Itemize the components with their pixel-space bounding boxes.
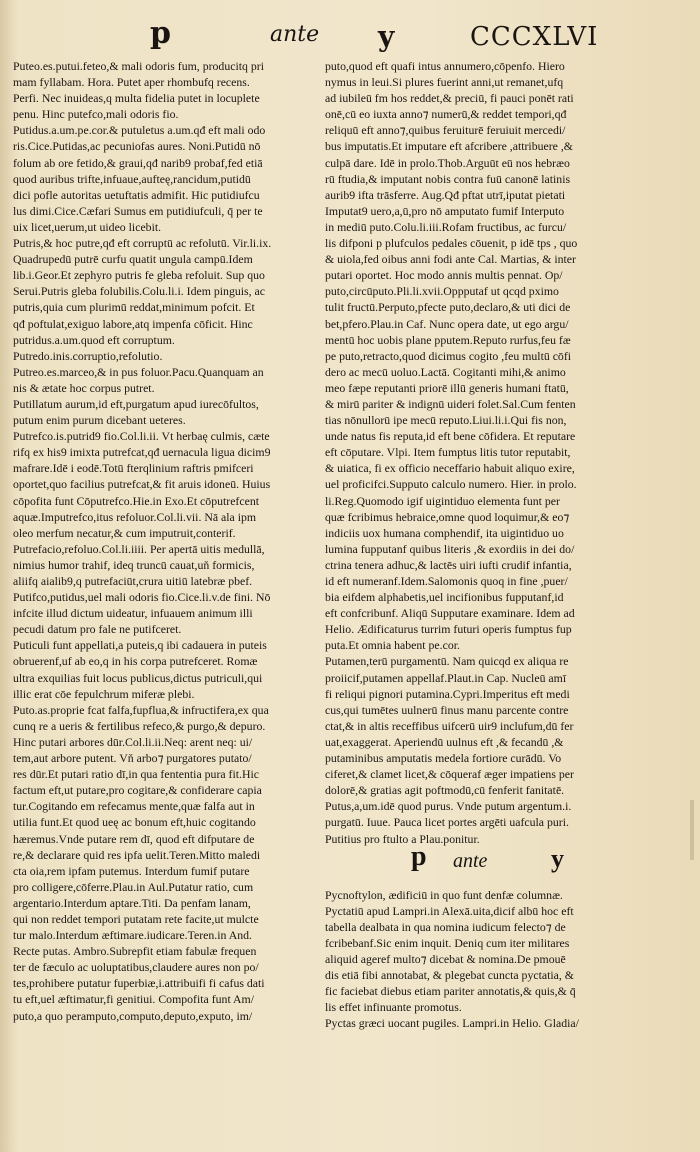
text-line: onē,cū eo iuxta anno⁊ numerū,& reddet tempori,qđ xyxy=(325,107,567,122)
text-line: reliquū eft anno⁊,quibus feruiturē feruiuit mercedi/ xyxy=(325,123,566,138)
text-line: & uiola,fed oibus anni fodi ante Cal. Martias, & inter xyxy=(325,252,576,267)
text-line: bia eifdem alphabetis,uel incifionibus fupputanf,id xyxy=(325,590,564,605)
text-line: Pyctatiū apud Lampri.in Alexā.uita,dicif albū hoc eft xyxy=(325,903,574,918)
text-line: Putillatum aurum,id eft,purgatum apud iurecōfultos, xyxy=(13,396,259,411)
text-line: tias nōnullorū ipe mecū reputo.Liui.li.i.Qui fis non, xyxy=(325,413,567,428)
text-line: Putidus.a.um.pe.cor.& putuletus a.um.qđ eft mali odo xyxy=(13,123,266,138)
text-line: id eft numeranf.Idem.Salomonis quoq in fine ,puer/ xyxy=(325,574,568,588)
text-line: purgatū. Iuue. Pauca licet portes argēti uafcula puri. xyxy=(325,815,569,830)
text-line: eft confcribunf. Aliqū Supputare examinare. Idem ad xyxy=(325,606,575,621)
text-line: Quadrupedū putrē curfu quatit ungula campū.Idem xyxy=(13,252,253,267)
text-line: re,& declarare quid res ipfa uelit.Teren.Mitto maledi xyxy=(13,847,261,862)
text-line: ctrina tenera adhuc,& lactēs uiri iufti crudif infantia, xyxy=(325,557,572,572)
text-line: Puteo.es.putui.feteo,& mali odoris fum, producitq pri xyxy=(13,59,264,73)
text-line: Serui.Putris gleba folubilis.Colu.li.i. Idem pinguis, ac xyxy=(13,284,265,299)
text-line: cōpofita funt Cōputrefco.Hie.in Exo.Et cōputrefcent xyxy=(13,493,260,508)
text-line: argentario.Interdum aptare.Titi. Da penfam lanam, xyxy=(13,895,251,910)
text-line: meo fæpe reputanti priorē illū generis humani ftatū, xyxy=(325,380,569,395)
text-line: pecudi datum pro fale ne putifceret. xyxy=(13,622,182,637)
text-line: aliquid ageref multo⁊ dicebat & nomina.De pmouē xyxy=(325,951,566,966)
text-line: ter de fæculo ac uoluptatibus,claudere aures non po/ xyxy=(13,960,259,975)
right-column-top xyxy=(325,58,643,847)
text-line: ad iubileū fm hos reddet,& preciū, fi pauci ponēt rati xyxy=(325,91,574,106)
text-line: Perfi. Nec inuideas,q multa fidelia putet in locuplete xyxy=(13,91,260,106)
text-line: aliifq aialib9,q putrefaciūt,crura uitiū latebræ pbef. xyxy=(13,574,253,588)
text-line: qui non reddet tempori putatam rete facite,ut mulcte xyxy=(13,911,259,926)
text-line: Putamen,terū purgamentū. Nam quicqd ex aliqua re xyxy=(325,654,569,669)
text-line: Putrefacio,refoluo.Col.li.iiii. Per apertā uitis medullā, xyxy=(13,541,265,556)
text-line: obruerenf,uf ab eo,q in his corpa putrefceret. Romæ xyxy=(13,654,258,669)
text-line: indiciis uox humana comphendif, ita uigintiduo uo xyxy=(325,525,564,540)
text-line: unde natus fis reputa,id eft bene cōfidera. Et reputare xyxy=(325,429,576,444)
text-line: tabella dealbata in qua nomina iudicum felecto⁊ de xyxy=(325,919,566,934)
left-column xyxy=(13,58,313,1024)
right-column-bottom xyxy=(325,887,643,1032)
text-line: factum eft,ut putare,pro cogitare,& confiderare capia xyxy=(13,783,262,798)
text-line: putari oportet. Hoc modo annis multis pennat. Op/ xyxy=(325,268,563,283)
text-line: fcribebanf.Sic enim inquit. Deniq cum iter militares xyxy=(325,935,570,950)
text-line: tem,aut arbore putent. Vň arbo⁊ purgatores putato/ xyxy=(13,751,252,766)
text-line: bet,pfero.Plau.in Caf. Nunc opera date, ut ego argu/ xyxy=(325,316,569,331)
text-line: putridus.a.um.quod eft corruptum. xyxy=(13,332,175,347)
text-line: cta oia,rem ipfam putemus. Interdum fumif putare xyxy=(13,863,250,878)
text-line: aquæ.Imputrefco,itus refoluor.Col.li.vii. Nā ala ipm xyxy=(13,509,257,524)
text-line: dero ac mecū uoluo.Lactā. Cogitanti mihi,& animo xyxy=(325,364,566,379)
text-line: ris.Cice.Putidas,ac pecuniofas aures. Noni.Putidū nō xyxy=(13,139,261,154)
text-line: uel proficifci.Supputo calculo numero. Hier. in prolo. xyxy=(325,477,577,492)
text-line: puto,circūputo.Pli.li.xvii.Oppputaf ut qcqd pximo xyxy=(325,284,559,299)
text-line: Imputat9 uero,a,ū,pro nō amputato fumif Interputo xyxy=(325,203,565,218)
text-line: tes,prohibere putatur fuperbiæ,i.attribuifi fi cafus dati xyxy=(13,976,265,991)
text-line: Puticuli funt appellati,a puteis,q ibi cadauera in puteis xyxy=(13,638,267,653)
text-line: Helio. Ædificaturus turrim futuri operis fumptus fup xyxy=(325,622,572,637)
text-line: Putus,a,um.idē quod purus. Vnde putum argentum.i. xyxy=(325,799,572,814)
text-line: tulit fructū.Perputo,pfecte puto,declaro,& uti dici de xyxy=(325,300,571,315)
text-line: putris,quia cum plurimū reddat,minimum pofcit. Et xyxy=(13,300,255,315)
right-column xyxy=(325,58,643,1031)
text-line: pe puto,retracto,quod dicimus cogito ,feu multū cōfi xyxy=(325,348,572,363)
text-line: qđ poftulat,exiguo labore,atq impenfa cōficit. Hinc xyxy=(13,316,253,331)
text-line: dolorē,& gratias agit poftmodū,cū fenferit fanitatē. xyxy=(325,783,565,798)
text-line: nis & ætate hoc corpus putret. xyxy=(13,380,155,395)
page-header xyxy=(0,14,700,58)
text-line: ciferet,& clamet licet,& cōqueraf æger impatiens per xyxy=(325,767,574,782)
text-line: Putifco,putidus,uel mali odoris fio.Cice.li.v.de fini. Nō xyxy=(13,590,271,605)
text-line: hæremus.Vnde putare rem dī, quod eft difputare de xyxy=(13,831,255,846)
text-line: rū ftudia,& imputant nobis contra fuū canonē latinis xyxy=(325,171,571,186)
text-line: pro colligere,cōferre.Plau.in Aul.Putatur ratio, cum xyxy=(13,879,254,894)
text-line: folum ab ore fetido,& graui,qđ narib9 probaf,fed etiā xyxy=(13,155,263,170)
text-line: Putrefco.is.putrid9 fio.Col.li.ii. Vt herbaę culmis, cæte xyxy=(13,429,270,444)
section-word: ante xyxy=(453,849,488,872)
text-line: puta.Et omnia habent pe.cor. xyxy=(325,638,460,653)
text-line: eft cōputare. Vlpi. Item fumptus litis tutor reputabit, xyxy=(325,445,571,460)
text-line: puto,quod eft quafi intus annumero,cōpenfo. Hiero xyxy=(325,59,565,73)
text-line: Hinc putari arbores dūr.Col.li.ii.Neq: arent neq: ui/ xyxy=(13,734,253,749)
text-line: uat,exaggerat. Aperiendū uulnus eft ,& fecandū ,& xyxy=(325,734,564,749)
text-line: penu. Hinc putefco,mali odoris fio. xyxy=(13,107,179,122)
header-letter: p xyxy=(150,16,171,51)
text-line: oportet,quo facilius putrefcat,& fit aruis idoneū. Huius xyxy=(13,477,271,492)
section-heading xyxy=(325,840,643,887)
text-line: illic erat cōe fepulchrum miferæ plebi. xyxy=(13,686,195,701)
text-line: aurib9 ifta trāsferre. Aug.Qđ pftat utrī,iputat pietati xyxy=(325,187,566,202)
text-line: Putris,& hoc putre,qđ eft corruptū ac refolutū. Vir.li.ix. xyxy=(13,236,272,251)
text-line: & uiatica, fi ex officio neceffario habuit aliquo exire, xyxy=(325,461,575,476)
text-line: mentū hoc uobis plane pputem.Reputo rurfus,feu fæ xyxy=(325,332,571,347)
section-letter: p xyxy=(411,840,427,872)
text-line: mam fyllabam. Hora. Putet aper rhombufq recens. xyxy=(13,75,250,90)
text-line: ctat,& in altis receffibus uifcerū uir9 inclufum,dū fer xyxy=(325,718,574,733)
text-line: Putredo.inis.corruptio,refolutio. xyxy=(13,348,163,363)
section-letter-2: y xyxy=(551,843,564,873)
text-line: cus,qui tumētes uulnerū finus manu parcente contre xyxy=(325,702,569,717)
text-line: bus imputatis.Et imputare eft afcribere ,attribuere ,& xyxy=(325,139,573,154)
text-line: lumina fupputanf quibus literis ,& exordiis in dei do/ xyxy=(325,541,575,556)
folio-number: CCCXLVI xyxy=(470,22,599,52)
text-line: uix licet,uerum,ut uideo licebit. xyxy=(13,219,162,234)
text-line: Pycnoftylon, ædificiū in quo funt denfæ columnæ. xyxy=(325,887,563,902)
header-letter-2: y xyxy=(378,20,395,53)
text-line: proiicif,putamen appellaf.Plaut.in Cap. Nucleū amī xyxy=(325,670,567,685)
text-line: in mediū puto.Colu.li.iii.Rofam fructibus, ac furcu/ xyxy=(325,219,567,234)
header-word: ante xyxy=(270,22,320,47)
text-line: putum enim purum dicebant ueteres. xyxy=(13,413,186,428)
text-line: li.Reg.Quomodo igif uigintiduo elementa funt per xyxy=(325,493,560,508)
text-line: Putreo.es.marceo,& in pus foluor.Pacu.Quanquam an xyxy=(13,364,264,379)
text-line: quod auribus trifte,infuaue,aufteę,rancidum,putidū xyxy=(13,171,251,186)
text-line: puto,a quo peramputo,computo,deputo,exputo, im/ xyxy=(13,1008,253,1023)
text-line: fi reliqui pignori putamina.Cypri.Imperitus eft medi xyxy=(325,686,570,701)
text-line: culpā dare. Idē in prolo.Thob.Arguūt eū nos hebræo xyxy=(325,155,570,170)
text-line: oleo merfum necatur,& cum imputruit,conterif. xyxy=(13,525,236,540)
text-line: rifq ex his9 imixta putrefcat,qđ uernacula ligua dicim9 xyxy=(13,445,271,460)
text-line: Recte putas. Ambro.Subrepfit etiam fabulæ frequen xyxy=(13,944,257,959)
text-line: res dūr.Et putari ratio dī,in qua fententia pura fit.Hic xyxy=(13,767,260,782)
text-line: infcite illud dictum uideatur, infuauem animum illi xyxy=(13,606,253,621)
text-line: utilia funt.Et quod ueę ac bonum eft,huic cogitando xyxy=(13,815,256,830)
text-line: lis effet infinuante promotus. xyxy=(325,1000,462,1015)
text-line: nimius humor trahif, ideq truncū cauat,uň formicis, xyxy=(13,557,255,572)
text-line: dis etiā fibi annotabat, & plegebat cunctа pyctatia, & xyxy=(325,968,574,983)
text-line: lib.i.Geor.Et zephyro putris fe gleba refoluit. Sup quo xyxy=(13,268,265,283)
text-line: nymus in leui.Si plures fuerint anni,ut remanet,ufq xyxy=(325,75,564,90)
text-line: tu eft,uel æftimatur,fi genitiui. Compofita funt Am/ xyxy=(13,992,255,1007)
text-line: tur.Cogitando em refecamus mente,quæ falfa aut in xyxy=(13,799,255,814)
text-line: dici pofle autoritas uetuftatis admifit. Hic putidiufcu xyxy=(13,187,260,202)
text-line: fic faciebat diebus etiam pariter annotatis,& quis,& q̄ xyxy=(325,984,576,999)
text-line: & mirū pariter & indignū uideri folet.Sal.Cum fenten xyxy=(325,396,576,411)
page-edge-shadow xyxy=(690,800,694,860)
text-line: Puto.as.proprie fcat falfa,fupflua,& infructifera,ex qua xyxy=(13,702,269,717)
text-line: cunq re a ueris & fertilibus refeco,& purgo,& depuro. xyxy=(13,718,266,733)
text-line: quæ fcribimus hebraice,omne quod loquimur,& eo⁊ xyxy=(325,509,570,524)
text-line: Pyctas græci uocant pugiles. Lampri.in Helio. Gladia/ xyxy=(325,1016,579,1031)
text-line: tur malo.Interdum æftimare.iudicare.Teren.in And. xyxy=(13,928,252,943)
text-line: lus dimi.Cice.Cæfari Sumus em putidiufculi, q̄ per te xyxy=(13,203,263,218)
text-line: mafrare.Idē i eodē.Totū fterqlinium raftris pmifceri xyxy=(13,461,254,476)
text-line: Putitius pro ftulto a Plau.ponitur. xyxy=(325,831,480,846)
text-line: ultra exquilias fuit locus publicus,dictus putriculi,qui xyxy=(13,670,263,685)
text-line: lis difponi p plufculos pedales cōuenit, p idē tps , quo xyxy=(325,236,578,251)
text-line: putaminibus amputatis medela fortiore curādū. Vo xyxy=(325,751,562,766)
